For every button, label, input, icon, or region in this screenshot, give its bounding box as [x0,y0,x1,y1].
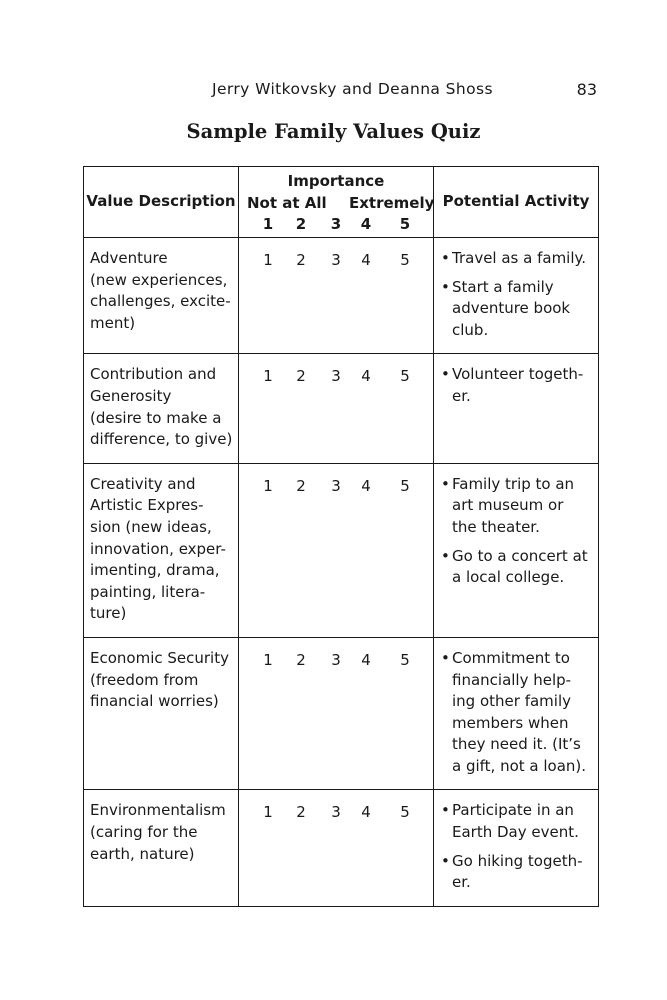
rating-option: 4 [361,251,371,269]
table-row [84,463,599,637]
importance-rating-cell [239,238,434,354]
value-description-line: earth, nature) [90,844,195,863]
page-number: 83 [576,80,597,99]
scale-number: 4 [360,215,372,233]
value-description-line: Economic Security [90,648,229,667]
rating-option: 4 [361,476,371,495]
rating-option: 1 [263,367,273,386]
rating-option: 2 [296,251,306,269]
activity-line: Go to a concert at [452,546,588,565]
page-title: Sample Family Values Quiz [186,120,481,143]
value-description-cell [84,354,239,463]
values-quiz-table [83,166,599,907]
rating-option: 3 [331,251,341,269]
bullet-marker: • [441,249,450,267]
rating-option: 3 [331,476,341,495]
rating-option: 2 [296,367,306,386]
potential-activity-cell [434,463,599,637]
rating-option: 1 [263,803,273,822]
value-description-line: challenges, excite- [90,292,231,311]
bullet-marker: • [441,648,450,667]
activity-item [441,800,594,843]
not-at-all-label: Not at All [247,194,327,212]
scale-number: 3 [330,215,342,233]
value-description-line: Contribution and [90,365,217,384]
bullet-marker: • [441,546,450,565]
value-description-line: (caring for the [90,823,198,842]
rating-option: 4 [361,803,371,822]
potential-activity-cell [434,637,599,790]
bullet-marker: • [441,851,450,870]
activity-line: Travel as a family. [452,249,587,267]
header-value-description: Value Description [84,167,239,238]
rating-option: 4 [361,367,371,386]
value-description-line: sion (new ideas, [90,517,212,536]
value-description-line: imenting, drama, [90,561,220,580]
rating-option: 4 [361,650,371,669]
activity-line: Commitment to [452,648,570,667]
activity-line: Earth Day event. [452,823,579,842]
value-description-line: Environmentalism [90,801,226,820]
header-potential-activity: Potential Activity [434,167,599,238]
activity-line: Go hiking togeth- [452,851,583,870]
activity-line: adventure book [452,299,571,318]
bullet-marker: • [441,365,450,384]
activity-line: Volunteer togeth- [452,365,584,384]
rating-option: 5 [400,251,410,269]
value-description-line: ture) [90,604,127,623]
rating-option: 5 [400,367,410,386]
activity-item [441,648,594,778]
activity-line: a local college. [452,568,565,587]
rating-option: 5 [400,803,410,822]
table-row [84,790,599,906]
activity-line: they need it. (It’s [452,735,581,754]
scale-number: 2 [295,215,307,233]
rating-option: 2 [296,476,306,495]
importance-rating-cell [239,637,434,790]
importance-label: Importance [287,172,385,190]
rating-option: 1 [263,251,273,269]
activity-line: Family trip to an [452,474,575,493]
value-description-cell [84,238,239,354]
activity-line: a gift, not a loan). [452,756,587,775]
value-description-line: (freedom from [90,670,199,689]
activity-line: Start a family [452,277,554,296]
activity-item [441,546,594,589]
extremely-label: Extremely [349,194,435,212]
activity-line: the theater. [452,517,540,536]
header-row [84,167,599,238]
importance-rating-cell [239,354,434,463]
value-description-line: (new experiences, [90,270,228,289]
header-importance [239,167,434,238]
table-row [84,354,599,463]
rating-option: 1 [263,650,273,669]
rating-option: 3 [331,367,341,386]
value-description-line: (desire to make a [90,408,222,427]
value-description-line: painting, litera- [90,582,206,601]
value-description-cell [84,463,239,637]
value-description-line: Creativity and [90,474,196,493]
activity-line: ing other family [452,692,571,711]
value-description-cell [84,790,239,906]
value-description-cell [84,637,239,790]
bullet-marker: • [441,801,450,820]
rating-option: 1 [263,476,273,495]
importance-rating-cell [239,463,434,637]
bullet-marker: • [441,474,450,493]
value-description-line: Artistic Expres- [90,496,204,515]
rating-option: 2 [296,650,306,669]
activity-item [441,474,594,539]
importance-rating-cell [239,790,434,906]
activity-line: er. [452,386,471,405]
rating-option: 2 [296,803,306,822]
activity-line: club. [452,320,489,339]
potential-activity-cell [434,790,599,906]
value-description-line: Generosity [90,386,172,405]
potential-activity-cell [434,354,599,463]
rating-option: 5 [400,650,410,669]
scale-number: 5 [399,215,411,233]
activity-item [441,364,594,407]
activity-line: members when [452,713,569,732]
activity-item [441,851,594,894]
activity-line: Participate in an [452,801,574,820]
value-description-line: difference, to give) [90,430,233,449]
activity-line: financially help- [452,670,572,689]
value-description-line: financial worries) [90,692,219,711]
running-head: Jerry Witkovsky and Deanna Shoss [212,80,493,98]
value-description-line: Adventure [90,249,168,267]
table-row [84,637,599,790]
potential-activity-cell [434,238,599,354]
table-row [84,238,599,354]
activity-item [441,277,594,342]
rating-option: 5 [400,476,410,495]
value-description-line: innovation, exper- [90,539,226,558]
value-description-line: ment) [90,313,136,332]
bullet-marker: • [441,277,450,296]
activity-line: art museum or [452,496,564,515]
activity-item [441,248,594,270]
activity-line: er. [452,873,471,892]
rating-option: 3 [331,650,341,669]
scale-number: 1 [262,215,274,233]
rating-option: 3 [331,803,341,822]
